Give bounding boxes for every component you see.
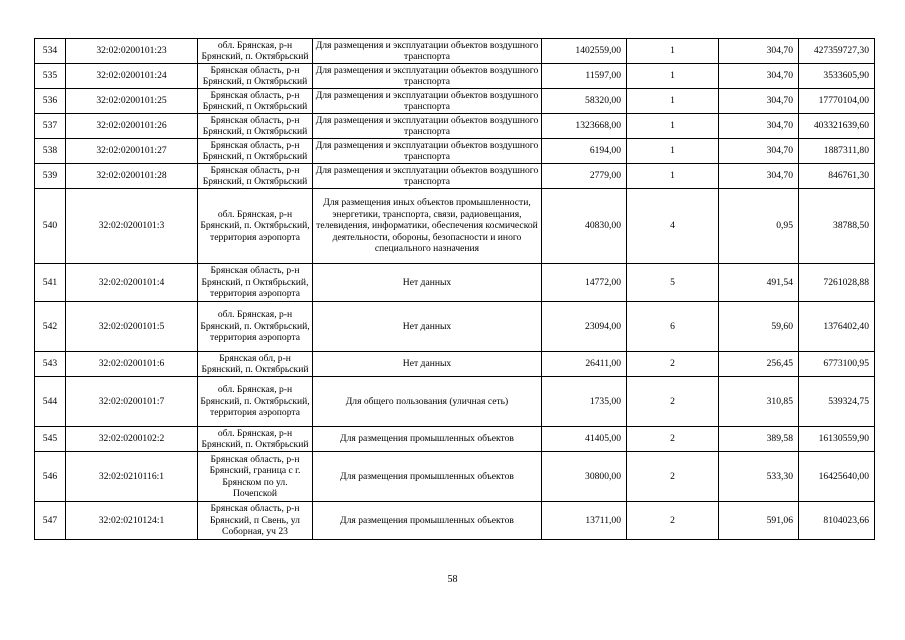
address-cell: Брянская область, р-н Брянский, п Октябрьский [198,89,313,114]
specific-value-cell: 533,30 [719,452,799,502]
table-row [35,452,875,502]
cadastral-number-cell: 32:02:0200101:27 [66,139,198,164]
group-number-cell: 2 [627,427,719,452]
specific-value-cell: 304,70 [719,139,799,164]
group-number-cell: 2 [627,452,719,502]
row-number-cell: 546 [35,452,66,502]
cadastral-number-cell: 32:02:0210124:1 [66,502,198,540]
row-number-cell: 541 [35,264,66,302]
cadastral-value-cell: 17770104,00 [799,89,875,114]
group-number-cell: 2 [627,502,719,540]
cadastral-value-cell: 403321639,60 [799,114,875,139]
area-cell: 14772,00 [542,264,627,302]
cadastral-value-cell: 7261028,88 [799,264,875,302]
group-number-cell: 1 [627,139,719,164]
cadastral-number-cell: 32:02:0200101:7 [66,377,198,427]
address-cell: Брянская область, р-н Брянский, п Октябрьский [198,114,313,139]
group-number-cell: 2 [627,352,719,377]
specific-value-cell: 304,70 [719,114,799,139]
table-row [35,164,875,189]
row-number-cell: 540 [35,189,66,264]
table-row [35,502,875,540]
address-cell: Брянская область, р-н Брянский, п Октябрьский [198,164,313,189]
permitted-use-cell: Для размещения и эксплуатации объектов воздушного транспорта [313,114,542,139]
row-number-cell: 539 [35,164,66,189]
permitted-use-cell: Для размещения иных объектов промышленности, энергетики, транспорта, связи, радиовещания, телевидения, информатики, обеспечения космической деятельности, обороны, безопасности и иного специального назначения [313,189,542,264]
address-cell: Брянская область, р-н Брянский, п Октябрьский [198,139,313,164]
cadastral-number-cell: 32:02:0210116:1 [66,452,198,502]
group-number-cell: 6 [627,302,719,352]
permitted-use-cell: Нет данных [313,352,542,377]
address-cell: Брянская область, р-н Брянский, п Свень, ул Соборная, уч 23 [198,502,313,540]
permitted-use-cell: Для размещения и эксплуатации объектов воздушного транспорта [313,64,542,89]
cadastral-number-cell: 32:02:0200101:26 [66,114,198,139]
cadastral-value-cell: 16130559,90 [799,427,875,452]
group-number-cell: 4 [627,189,719,264]
cadastral-number-cell: 32:02:0200101:4 [66,264,198,302]
cadastral-value-cell: 6773100,95 [799,352,875,377]
cadastral-number-cell: 32:02:0200101:6 [66,352,198,377]
group-number-cell: 5 [627,264,719,302]
permitted-use-cell: Для размещения промышленных объектов [313,427,542,452]
address-cell: обл. Брянская, р-н Брянский, п. Октябрьский, территория аэропорта [198,377,313,427]
address-cell: обл. Брянская, р-н Брянский, п. Октябрьский [198,39,313,64]
group-number-cell: 1 [627,164,719,189]
address-cell: Брянская обл, р-н Брянский, п. Октябрьский [198,352,313,377]
cadastral-table [34,38,875,540]
specific-value-cell: 491,54 [719,264,799,302]
area-cell: 40830,00 [542,189,627,264]
specific-value-cell: 591,06 [719,502,799,540]
cadastral-number-cell: 32:02:0200102:2 [66,427,198,452]
row-number-cell: 537 [35,114,66,139]
specific-value-cell: 389,58 [719,427,799,452]
table-body [35,39,875,540]
cadastral-value-cell: 1887311,80 [799,139,875,164]
cadastral-value-cell: 8104023,66 [799,502,875,540]
specific-value-cell: 304,70 [719,64,799,89]
row-number-cell: 536 [35,89,66,114]
area-cell: 1323668,00 [542,114,627,139]
table-row [35,114,875,139]
specific-value-cell: 256,45 [719,352,799,377]
row-number-cell: 545 [35,427,66,452]
area-cell: 41405,00 [542,427,627,452]
area-cell: 6194,00 [542,139,627,164]
cadastral-value-cell: 38788,50 [799,189,875,264]
row-number-cell: 534 [35,39,66,64]
group-number-cell: 2 [627,377,719,427]
area-cell: 26411,00 [542,352,627,377]
group-number-cell: 1 [627,39,719,64]
cadastral-number-cell: 32:02:0200101:25 [66,89,198,114]
permitted-use-cell: Нет данных [313,302,542,352]
cadastral-number-cell: 32:02:0200101:28 [66,164,198,189]
row-number-cell: 538 [35,139,66,164]
cadastral-number-cell: 32:02:0200101:5 [66,302,198,352]
permitted-use-cell: Для размещения и эксплуатации объектов воздушного транспорта [313,39,542,64]
permitted-use-cell: Для общего пользования (уличная сеть) [313,377,542,427]
permitted-use-cell: Для размещения и эксплуатации объектов воздушного транспорта [313,164,542,189]
cadastral-value-cell: 427359727,30 [799,39,875,64]
table-row [35,89,875,114]
table-row [35,64,875,89]
row-number-cell: 543 [35,352,66,377]
address-cell: обл. Брянская, р-н Брянский, п. Октябрьский, территория аэропорта [198,189,313,264]
group-number-cell: 1 [627,89,719,114]
address-cell: Брянская область, р-н Брянский, п Октябрьский, территория аэропорта [198,264,313,302]
row-number-cell: 535 [35,64,66,89]
page-number: 58 [447,574,458,585]
specific-value-cell: 304,70 [719,89,799,114]
specific-value-cell: 310,85 [719,377,799,427]
permitted-use-cell: Для размещения промышленных объектов [313,502,542,540]
group-number-cell: 1 [627,114,719,139]
permitted-use-cell: Для размещения и эксплуатации объектов воздушного транспорта [313,139,542,164]
specific-value-cell: 304,70 [719,39,799,64]
specific-value-cell: 0,95 [719,189,799,264]
permitted-use-cell: Нет данных [313,264,542,302]
table-row [35,189,875,264]
table-row [35,139,875,164]
area-cell: 1402559,00 [542,39,627,64]
row-number-cell: 547 [35,502,66,540]
cadastral-value-cell: 846761,30 [799,164,875,189]
cadastral-number-cell: 32:02:0200101:3 [66,189,198,264]
address-cell: Брянская область, р-н Брянский, граница с г. Брянском по ул. Почепской [198,452,313,502]
cadastral-value-cell: 1376402,40 [799,302,875,352]
cadastral-number-cell: 32:02:0200101:24 [66,64,198,89]
area-cell: 30800,00 [542,452,627,502]
specific-value-cell: 59,60 [719,302,799,352]
group-number-cell: 1 [627,64,719,89]
address-cell: обл. Брянская, р-н Брянский, п. Октябрьский [198,427,313,452]
table-row [35,302,875,352]
permitted-use-cell: Для размещения и эксплуатации объектов воздушного транспорта [313,89,542,114]
area-cell: 1735,00 [542,377,627,427]
address-cell: обл. Брянская, р-н Брянский, п. Октябрьский, территория аэропорта [198,302,313,352]
row-number-cell: 544 [35,377,66,427]
table-row [35,352,875,377]
area-cell: 23094,00 [542,302,627,352]
table-row [35,377,875,427]
area-cell: 11597,00 [542,64,627,89]
area-cell: 58320,00 [542,89,627,114]
table-row [35,39,875,64]
area-cell: 13711,00 [542,502,627,540]
row-number-cell: 542 [35,302,66,352]
permitted-use-cell: Для размещения промышленных объектов [313,452,542,502]
address-cell: Брянская область, р-н Брянский, п Октябрьский [198,64,313,89]
cadastral-value-cell: 539324,75 [799,377,875,427]
cadastral-value-cell: 16425640,00 [799,452,875,502]
specific-value-cell: 304,70 [719,164,799,189]
area-cell: 2779,00 [542,164,627,189]
table-row [35,427,875,452]
table-row [35,264,875,302]
cadastral-value-cell: 3533605,90 [799,64,875,89]
cadastral-number-cell: 32:02:0200101:23 [66,39,198,64]
